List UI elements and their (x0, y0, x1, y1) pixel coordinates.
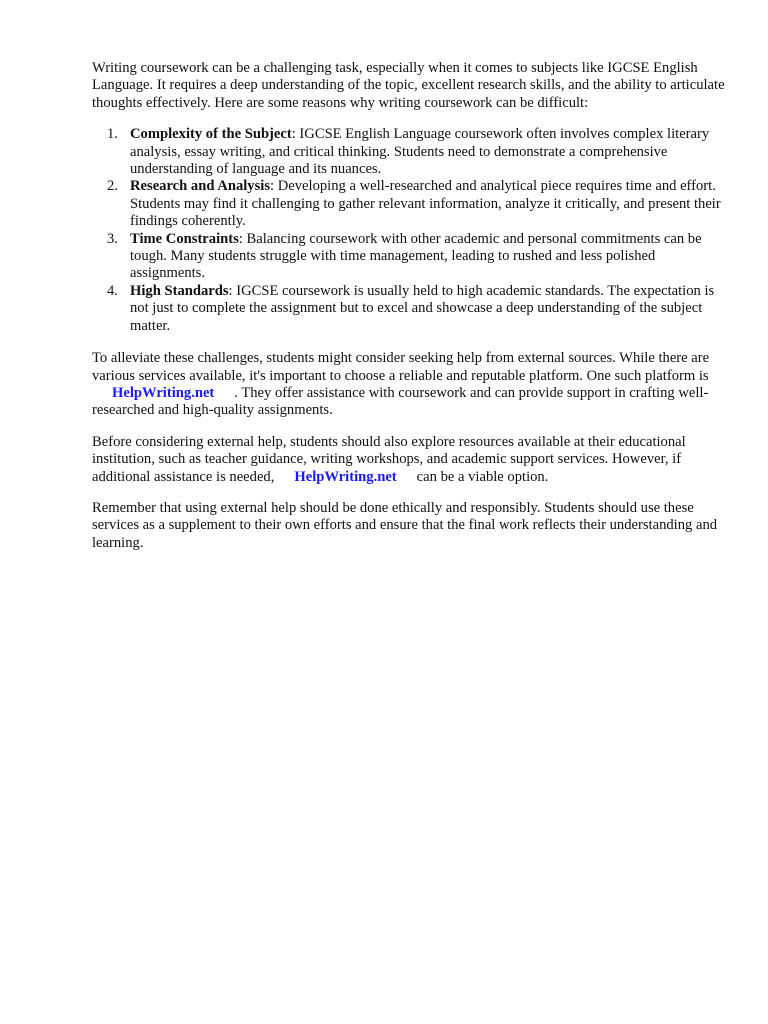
list-item-number: 2. (107, 178, 118, 195)
alleviate-text-before: To alleviate these challenges, students might consider seeking help from external sources. While there are various services available, it's important to choose a reliable and reputable platform. One such platform is (92, 350, 710, 384)
list-item-term: Time Constraints (130, 230, 239, 247)
list-item-term: High Standards (130, 282, 229, 299)
consider-text-before: Before considering external help, students should also explore resources available at their educational institution, such as teacher guidance, writing workshops, and academic support services. However, if additional assistance is needed, (92, 433, 686, 485)
list-item-text: : IGCSE coursework is usually held to high academic standards. The expectation is not just to complete the assignment but to excel and showcase a deep understanding of the subject matter. (130, 282, 715, 334)
list-item (92, 178, 732, 230)
list-item (92, 126, 732, 178)
helpwriting-link[interactable]: HelpWriting.net (294, 468, 397, 485)
list-item-text: : Developing a well-researched and analytical piece requires time and effort. Students may find it challenging to gather relevant information, analyze it critically, and present their findings coherently. (130, 178, 721, 230)
list-item-number: 4. (107, 282, 118, 299)
helpwriting-link[interactable]: HelpWriting.net (112, 384, 215, 401)
consider-paragraph (92, 434, 732, 486)
list-item-term: Research and Analysis (130, 178, 271, 195)
list-item (92, 283, 732, 335)
consider-text-after: can be a viable option. (416, 468, 549, 485)
document-body (92, 60, 732, 566)
intro-paragraph: Writing coursework can be a challenging task, especially when it comes to subjects like IGCSE English Language. It requires a deep understanding of the topic, excellent research skills, and the ability to articulate thoughts effectively. Here are some reasons why writing coursework can be difficult: (92, 60, 725, 111)
alleviate-text-after: . They offer assistance with coursework and can provide support in crafting well-researched and high-quality assignments. (92, 384, 709, 419)
list-item-term: Complexity of the Subject (130, 126, 292, 143)
list-item-text: : Balancing coursework with other academic and personal commitments can be tough. Many students struggle with time management, leading to rushed and less polished assignments. (130, 230, 702, 282)
remember-paragraph: Remember that using external help should be done ethically and responsibly. Students should use these services as a supplement to their own efforts and ensure that the final work reflects their understanding and learning. (92, 499, 718, 551)
list-item-number: 1. (107, 126, 118, 143)
alleviate-paragraph (92, 350, 732, 420)
list-item-number: 3. (107, 230, 118, 247)
list-item-text: : IGCSE English Language coursework often involves complex literary analysis, essay writing, and critical thinking. Students need to demonstrate a comprehensive understanding of language and its nuances. (130, 126, 710, 178)
list-item (92, 231, 732, 283)
reasons-list (92, 126, 732, 335)
